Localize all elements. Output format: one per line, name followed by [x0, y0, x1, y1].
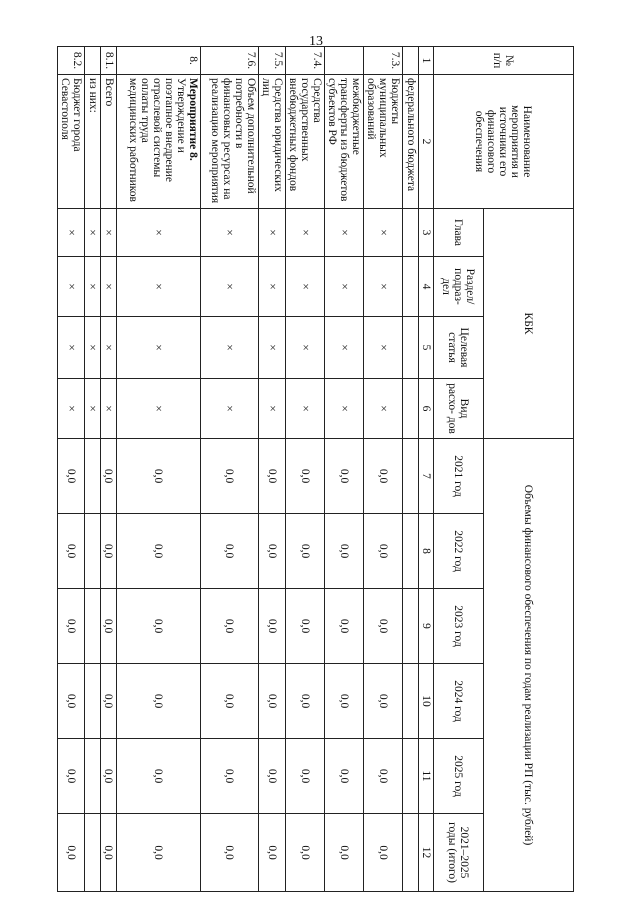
value-cell: 0,0 — [364, 514, 403, 589]
kbk-cell: × — [364, 257, 403, 317]
kbk-cell: × — [286, 317, 325, 379]
value-cell: 0,0 — [364, 589, 403, 664]
value-cell: 0,0 — [325, 589, 364, 664]
kbk-cell: × — [117, 317, 201, 379]
row-name-text: федерального бюджета — [405, 78, 417, 192]
value-cell: 0,0 — [259, 439, 286, 514]
column-numbers-row — [419, 47, 434, 892]
row-name-text: Утверждение и поэтапное внедрение отраслевой системы оплаты труда медицинских работников — [127, 78, 187, 202]
row-name-text: Бюджет города Севастополя — [59, 78, 83, 152]
row-number — [325, 47, 364, 75]
value-cell: 0,0 — [201, 589, 259, 664]
value-cell: 0,0 — [101, 739, 117, 814]
value-cell: 0,0 — [201, 514, 259, 589]
value-cell — [85, 664, 101, 739]
value-cell — [85, 589, 101, 664]
header-total: 2021–2025 годы (итого) — [434, 814, 484, 892]
row-name — [117, 75, 201, 209]
kbk-cell: × — [58, 379, 85, 439]
header-razdel: Раздел/ подраз- дел — [434, 257, 484, 317]
table-row — [259, 47, 286, 892]
value-cell — [85, 514, 101, 589]
header-2021: 2021 год — [434, 439, 484, 514]
kbk-cell: × — [201, 379, 259, 439]
value-cell: 0,0 — [58, 664, 85, 739]
table-row — [286, 47, 325, 892]
kbk-cell: × — [259, 317, 286, 379]
header-vid: Вид расхо- дов — [434, 379, 484, 439]
kbk-cell — [403, 379, 419, 439]
value-cell: 0,0 — [117, 589, 201, 664]
col-number: 6 — [419, 379, 434, 439]
value-cell: 0,0 — [364, 814, 403, 892]
row-number: 8.2. — [58, 47, 85, 75]
kbk-cell: × — [58, 257, 85, 317]
row-number: 8. — [117, 47, 201, 75]
value-cell — [403, 514, 419, 589]
value-cell: 0,0 — [259, 589, 286, 664]
row-name-text: Всего — [103, 78, 115, 107]
value-cell: 0,0 — [259, 739, 286, 814]
col-number: 2 — [419, 75, 434, 209]
header-name: Наименование мероприятия и источники его финансового обеспечения — [434, 75, 574, 209]
page-number: 13 — [309, 34, 323, 49]
kbk-cell — [403, 209, 419, 257]
table-row — [364, 47, 403, 892]
value-cell: 0,0 — [286, 664, 325, 739]
row-name-text: Объем дополнительной потребности в финансовых ресурсах на реализацию мероприятия — [209, 78, 257, 204]
kbk-cell: × — [325, 257, 364, 317]
row-name — [58, 75, 85, 209]
table-row — [201, 47, 259, 892]
header-celevaya: Целевая статья — [434, 317, 484, 379]
row-number: 7.5. — [259, 47, 286, 75]
value-cell: 0,0 — [58, 439, 85, 514]
value-cell: 0,0 — [117, 664, 201, 739]
value-cell: 0,0 — [201, 664, 259, 739]
value-cell: 0,0 — [259, 514, 286, 589]
col-number: 11 — [419, 739, 434, 814]
kbk-cell: × — [101, 257, 117, 317]
kbk-cell: × — [364, 379, 403, 439]
value-cell: 0,0 — [286, 514, 325, 589]
header-2024: 2024 год — [434, 664, 484, 739]
kbk-cell: × — [325, 317, 364, 379]
table-row — [325, 47, 364, 892]
header-glava: Глава — [434, 209, 484, 257]
rotated-table-container — [59, 46, 574, 891]
kbk-cell: × — [117, 379, 201, 439]
table-row — [58, 47, 85, 892]
col-number: 10 — [419, 664, 434, 739]
kbk-cell — [403, 317, 419, 379]
value-cell: 0,0 — [364, 439, 403, 514]
kbk-cell: × — [286, 209, 325, 257]
kbk-cell: × — [85, 379, 101, 439]
value-cell: 0,0 — [259, 814, 286, 892]
value-cell: 0,0 — [101, 514, 117, 589]
kbk-cell: × — [201, 257, 259, 317]
value-cell: 0,0 — [286, 739, 325, 814]
kbk-cell: × — [117, 209, 201, 257]
kbk-cell: × — [364, 209, 403, 257]
row-name-text: Средства юридических лиц — [260, 78, 284, 192]
row-number — [403, 47, 419, 75]
kbk-cell: × — [259, 257, 286, 317]
col-number: 12 — [419, 814, 434, 892]
kbk-cell: × — [286, 379, 325, 439]
value-cell — [85, 439, 101, 514]
value-cell: 0,0 — [325, 439, 364, 514]
value-cell — [403, 664, 419, 739]
value-cell: 0,0 — [117, 739, 201, 814]
kbk-cell: × — [325, 379, 364, 439]
row-name-text: Средства государственных внебюджетных фондов — [287, 78, 323, 192]
value-cell — [403, 739, 419, 814]
kbk-cell: × — [286, 257, 325, 317]
value-cell: 0,0 — [286, 589, 325, 664]
row-name — [325, 75, 364, 209]
value-cell: 0,0 — [364, 664, 403, 739]
col-number: 7 — [419, 439, 434, 514]
kbk-cell: × — [117, 257, 201, 317]
row-name-text: из них: — [87, 78, 99, 113]
value-cell: 0,0 — [117, 514, 201, 589]
value-cell: 0,0 — [325, 664, 364, 739]
value-cell: 0,0 — [58, 589, 85, 664]
value-cell: 0,0 — [101, 439, 117, 514]
value-cell: 0,0 — [201, 439, 259, 514]
row-number: 7.6. — [201, 47, 259, 75]
kbk-cell: × — [101, 379, 117, 439]
header-2022: 2022 год — [434, 514, 484, 589]
kbk-cell: × — [259, 379, 286, 439]
kbk-cell: × — [201, 209, 259, 257]
kbk-cell: × — [85, 257, 101, 317]
table-row — [85, 47, 101, 892]
header-kbk: КБК — [484, 209, 574, 439]
measure-title: Мероприятие 8. — [187, 78, 199, 161]
row-name — [85, 75, 101, 209]
table-row — [403, 47, 419, 892]
value-cell: 0,0 — [58, 814, 85, 892]
kbk-cell: × — [101, 317, 117, 379]
value-cell — [403, 439, 419, 514]
value-cell: 0,0 — [101, 589, 117, 664]
value-cell: 0,0 — [201, 739, 259, 814]
kbk-cell — [403, 257, 419, 317]
header-volumes: Объемы финансового обеспечения по годам реализации РП (тыс. рублей) — [484, 439, 574, 892]
table-row — [117, 47, 201, 892]
value-cell: 0,0 — [286, 814, 325, 892]
value-cell — [403, 589, 419, 664]
col-number: 1 — [419, 47, 434, 75]
row-name — [201, 75, 259, 209]
value-cell — [85, 739, 101, 814]
kbk-cell: × — [101, 209, 117, 257]
row-number — [85, 47, 101, 75]
value-cell — [403, 814, 419, 892]
value-cell: 0,0 — [286, 439, 325, 514]
row-name — [403, 75, 419, 209]
kbk-cell: × — [58, 209, 85, 257]
value-cell — [85, 814, 101, 892]
value-cell: 0,0 — [364, 739, 403, 814]
kbk-cell: × — [325, 209, 364, 257]
row-number: 7.3. — [364, 47, 403, 75]
value-cell: 0,0 — [201, 814, 259, 892]
financing-table — [57, 46, 574, 892]
col-number: 3 — [419, 209, 434, 257]
kbk-cell: × — [85, 209, 101, 257]
col-number: 4 — [419, 257, 434, 317]
value-cell: 0,0 — [117, 439, 201, 514]
kbk-cell: × — [85, 317, 101, 379]
value-cell: 0,0 — [117, 814, 201, 892]
col-number: 9 — [419, 589, 434, 664]
row-name — [364, 75, 403, 209]
row-name-text: Бюджеты муниципальных образований — [365, 78, 401, 158]
row-number: 7.4. — [286, 47, 325, 75]
row-name — [259, 75, 286, 209]
value-cell: 0,0 — [325, 739, 364, 814]
value-cell: 0,0 — [325, 814, 364, 892]
header-2025: 2025 год — [434, 739, 484, 814]
header-2023: 2023 год — [434, 589, 484, 664]
value-cell: 0,0 — [58, 514, 85, 589]
value-cell: 0,0 — [325, 514, 364, 589]
kbk-cell: × — [58, 317, 85, 379]
row-name — [286, 75, 325, 209]
kbk-cell: × — [201, 317, 259, 379]
kbk-cell: × — [259, 209, 286, 257]
table-body — [58, 47, 419, 892]
value-cell: 0,0 — [259, 664, 286, 739]
value-cell: 0,0 — [101, 814, 117, 892]
value-cell: 0,0 — [58, 739, 85, 814]
kbk-cell: × — [364, 317, 403, 379]
row-name-text: межбюджетные трансферты из бюджетов субъектов РФ — [326, 78, 362, 202]
col-number: 5 — [419, 317, 434, 379]
table-row — [101, 47, 117, 892]
col-number: 8 — [419, 514, 434, 589]
header-num: № п/п — [434, 47, 574, 75]
row-name — [101, 75, 117, 209]
row-number: 8.1. — [101, 47, 117, 75]
value-cell: 0,0 — [101, 664, 117, 739]
